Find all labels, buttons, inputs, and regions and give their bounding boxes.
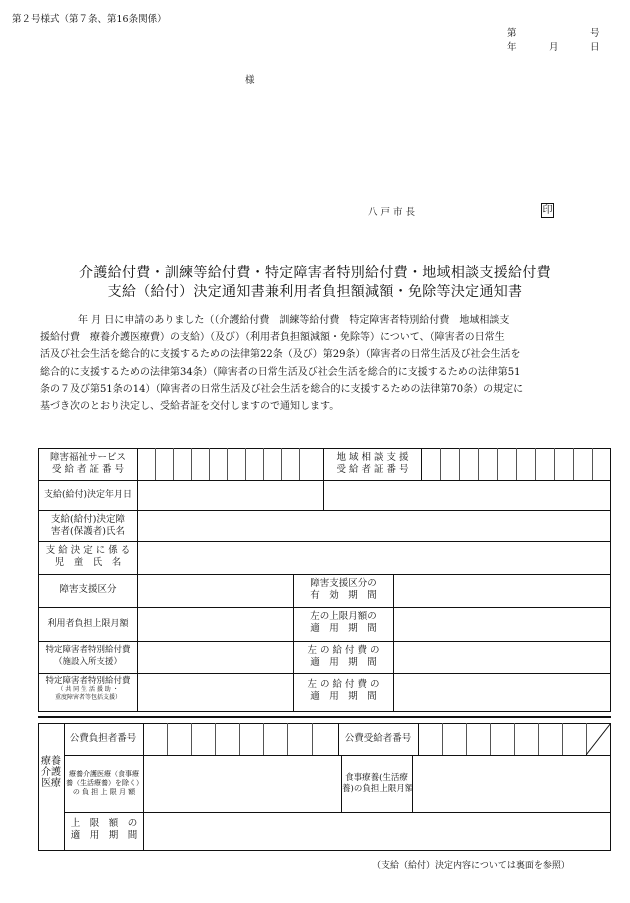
monthly-cap-label: 利用者負担上限月額 xyxy=(47,619,129,629)
public-recipient-number-label: 公費受給者番号 xyxy=(344,733,412,744)
notice-body xyxy=(40,312,600,415)
special-benefit-group-label: 特定障害者特別給付費 （ 共 同 生 活 援 助 ・ 重度障害者等包括支援） xyxy=(45,676,131,701)
body-line: 条の７及び第51条の14）（障害者の日常生活及び社会生活を総合的に支援するための法律第70条）の規定に xyxy=(40,383,524,395)
service-recipient-number-label: 障害福祉サービス 受 給 者 証 番 号 xyxy=(49,452,126,475)
community-support-number-label: 地 域 相 談 支 援 受 給 者 証 番 号 xyxy=(336,452,409,475)
body-line: 年 月 日に申請のありました（（介護給付費 訓練等給付費 特定障害者特別給付費 地域相談支 xyxy=(78,315,510,326)
cap-period-label: 上 限 額 の 適 用 期 間 xyxy=(70,818,138,841)
public-payer-number-label: 公費負担者番号 xyxy=(69,733,137,744)
beneficiary-name-label: 支給(給付)決定障 害者(保護者)氏名 xyxy=(51,514,125,537)
body-line: 総合的に支援するための法律第34条）（障害者の日常生活及び社会生活を総合的に支援するための法律第51 xyxy=(40,366,521,378)
monthly-cap-period-label: 左の上限月額の 適 用 期 間 xyxy=(310,611,377,634)
support-category-label: 障害支援区分 xyxy=(59,584,117,595)
doc-number-go: 号 xyxy=(590,28,600,39)
body-line: 援給付費 療養介護医療費）の支給）（及び）（利用者負担額減額・免除等）について、（障害者の日常生 xyxy=(40,332,505,344)
doc-number-dai: 第 xyxy=(507,28,517,39)
issuer-name: 八 戸 市 長 xyxy=(368,207,416,218)
medical-monthly-cap-label: 療養介護医療（食事療 養（生活療養）を除く） の 負 担 上 限 月 額 xyxy=(66,770,143,796)
form-number: 第２号様式（第７条、第16条関係） xyxy=(12,14,167,25)
body-line: 基づき次のとおり決定し、受給者証を交付しますので通知します。 xyxy=(40,401,340,413)
document-title-line2: 支給（給付）決定通知書兼利用者負担額減額・免除等決定通知書 xyxy=(107,284,523,300)
body-line: 活及び社会生活を総合的に支援するための法律第22条（及び）第29条）（障害者の日常生活及び社会生活を xyxy=(40,349,521,361)
decision-date-label: 支給(給付)決定年月日 xyxy=(43,490,133,500)
date-day: 日 xyxy=(590,42,600,53)
cell-diagonal xyxy=(586,723,611,755)
seal-mark: 印 xyxy=(542,205,553,216)
child-name-label: 支 給 決 定 に 係 る 児 童 氏 名 xyxy=(45,545,131,568)
section-divider xyxy=(38,716,611,718)
special-benefit-group-period-label: 左 の 給 付 費 の 適 用 期 間 xyxy=(307,679,380,702)
support-category-period-label: 障害支援区分の 有 効 期 間 xyxy=(310,578,377,601)
special-benefit-facility-period-label: 左 の 給 付 費 の 適 用 期 間 xyxy=(307,645,380,668)
footer-note: （支給（給付）決定内容については裏面を参照） xyxy=(372,861,570,871)
document-title-line1: 介護給付費・訓練等給付費・特定障害者特別給付費・地域相談支援給付費 xyxy=(79,265,551,281)
date-year: 年 xyxy=(507,42,517,53)
medical-care-side-label: 療養介護医療 xyxy=(41,756,61,789)
recipient-suffix: 様 xyxy=(245,75,255,86)
special-benefit-facility-label: 特定障害者特別給付費 （施設入所支援） xyxy=(45,645,131,667)
date-month: 月 xyxy=(549,42,559,53)
meal-cap-label: 食事療養(生活療 養)の負担上限月額 xyxy=(342,773,414,794)
